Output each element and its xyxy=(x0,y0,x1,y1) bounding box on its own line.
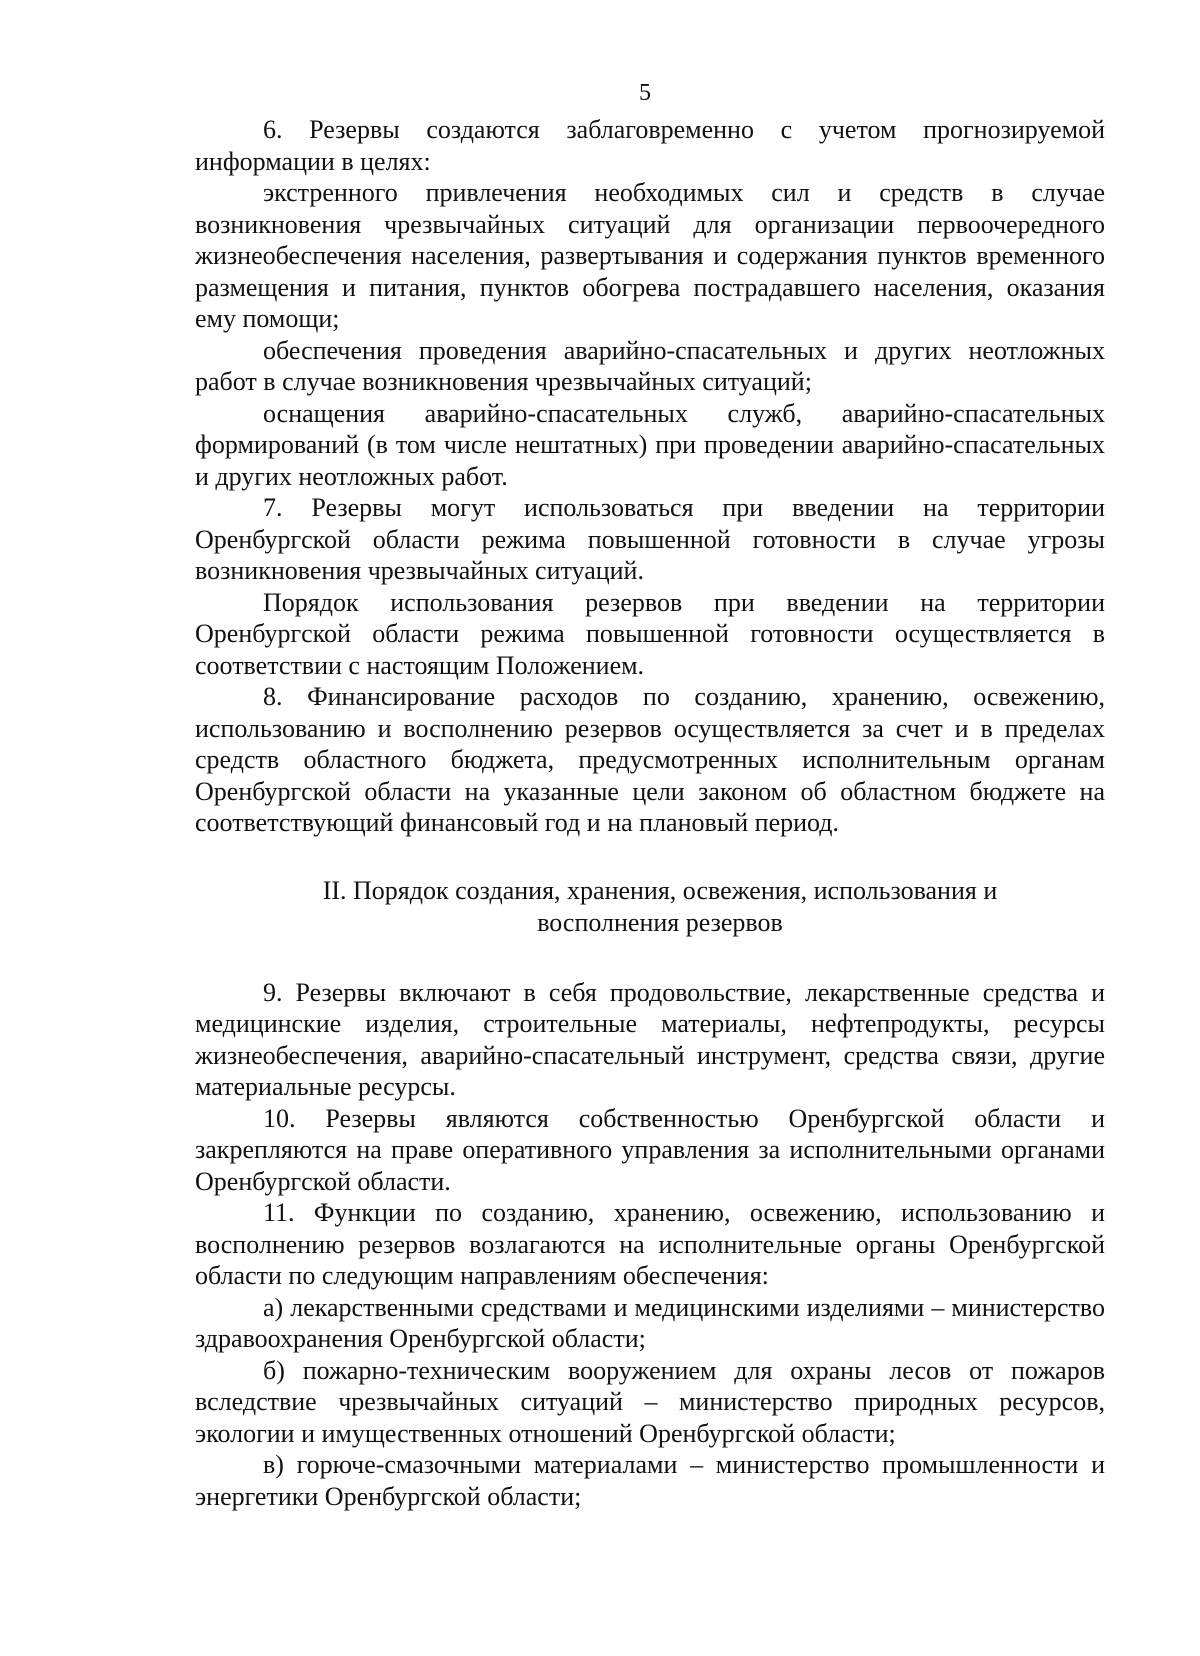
paragraph-6-item-1: экстренного привлечения необходимых сил и средств в случае возникновения чрезвычайных ситуаций для организации первоочередного жизнеобеспечения населения, развертывания и содержания пунктов временного размещения и питания, пунктов обогрева пострадавшего населения, оказания ему помощи; xyxy=(195,178,1105,333)
paragraph-8: 8. Финансирование расходов по созданию, хранению, освежению, использованию и восполнению резервов осуществляется за счет и в пределах средств областного бюджета, предусмотренных исполнительным органам Оренбургской области на указанные цели законом об областном бюджете на соответствующий финансовый год и на плановый период. xyxy=(195,682,1105,837)
paragraph-11-item-a: а) лекарственными средствами и медицинскими изделиями – министерство здравоохранения Оренбургской области; xyxy=(195,1292,1105,1353)
document-body xyxy=(195,114,1105,1512)
paragraph-7-continued: Порядок использования резервов при введении на территории Оренбургской области режима повышенной готовности осуществляется в соответствии с настоящим Положением. xyxy=(195,587,1105,680)
paragraph-10: 10. Резервы являются собственностью Оренбургской области и закрепляются на праве оперативного управления за исполнительными органами Оренбургской области. xyxy=(195,1103,1105,1196)
paragraph-6: 6. Резервы создаются заблаговременно с учетом прогнозируемой информации в целях: xyxy=(195,115,1105,176)
paragraph-6-item-3: оснащения аварийно-спасательных служб, аварийно-спасательных формирований (в том числе нештатных) при проведении аварийно-спасательных и других неотложных работ. xyxy=(195,398,1105,491)
paragraph-11-item-v: в) горюче-смазочными материалами – министерство промышленности и энергетики Оренбургской области; xyxy=(195,1450,1105,1511)
paragraph-7: 7. Резервы могут использоваться при введении на территории Оренбургской области режима повышенной готовности в случае угрозы возникновения чрезвычайных ситуаций. xyxy=(195,493,1105,585)
paragraph-11-item-b: б) пожарно-техническим вооружением для охраны лесов от пожаров вследствие чрезвычайных ситуаций – министерство природных ресурсов, экологии и имущественных отношений Оренбургской области; xyxy=(195,1355,1105,1448)
section-heading xyxy=(195,875,1105,939)
section-heading-line-2: восполнения резервов xyxy=(537,907,783,937)
page-number: 5 xyxy=(639,80,651,106)
section-heading-line-1: II. Порядок создания, хранения, освежения, использования и xyxy=(322,875,998,905)
paragraph-9: 9. Резервы включают в себя продовольствие, лекарственные средства и медицинские изделия, строительные материалы, нефтепродукты, ресурсы жизнеобеспечения, аварийно-спасательный инструмент, средства связи, другие материальные ресурсы. xyxy=(195,977,1105,1101)
paragraph-11: 11. Функции по созданию, хранению, освежению, использованию и восполнению резервов возлагаются на исполнительные органы Оренбургской области по следующим направлениям обеспечения: xyxy=(195,1198,1105,1290)
paragraph-6-item-2: обеспечения проведения аварийно-спасательных и других неотложных работ в случае возникновения чрезвычайных ситуаций; xyxy=(195,335,1105,396)
